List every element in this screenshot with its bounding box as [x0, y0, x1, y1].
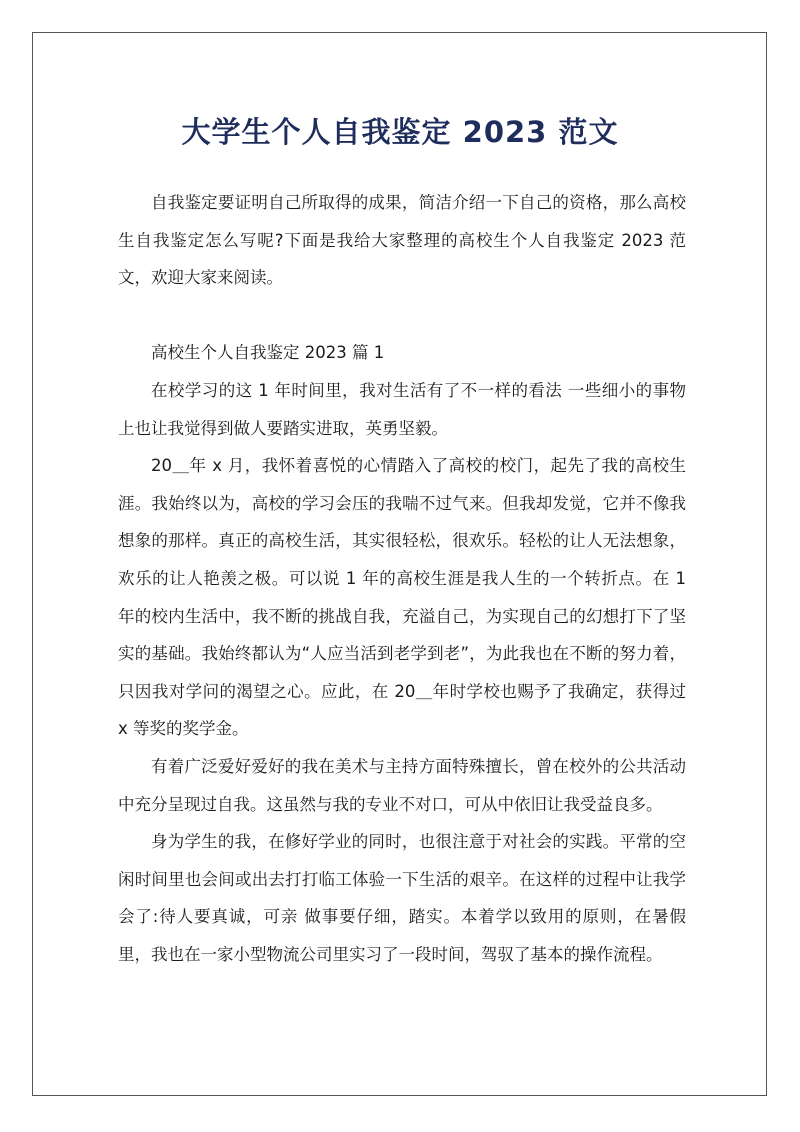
body-paragraph-3: 有着广泛爱好爱好的我在美术与主持方面特殊擅长，曾在校外的公共活动中充分呈现过自我。这虽然与我的专业不对口，可从中依旧让我受益良多。 [118, 756, 686, 814]
section-heading: 高校生个人自我鉴定 2023 篇 1 [151, 343, 385, 363]
document-body [118, 184, 686, 973]
body-paragraph-1: 在校学习的这 1 年时间里，我对生活有了不一样的看法 一些细小的事物上也让我觉得到做人要踏实进取，英勇坚毅。 [118, 380, 686, 438]
body-paragraph-2: 20＿年 x 月，我怀着喜悦的心情踏入了高校的校门，起先了我的高校生涯。我始终以为，高校的学习会压的我喘不过气来。但我却发觉，它并不像我想象的那样。真正的高校生活，其实很轻松，很欢乐。轻松的让人无法想象，欢乐的让人艳羡之极。可以说 1 年的高校生涯是我人生的一个转折点。在 1 年的校内生活中，我不断的挑战自我，充溢自己，为实现自己的幻想打下了坚实的基础。我始终都认为“人应当活到老学到老”，为此我也在不断的努力着，只因我对学问的渴望之心。应此，在 20＿年时学校也赐予了我确定，获得过 x 等奖的奖学金。 [118, 456, 686, 739]
body-paragraph-4: 身为学生的我，在修好学业的同时，也很注意于对社会的实践。平常的空闲时间里也会间或出去打打临工体验一下生活的艰辛。在这样的过程中让我学会了:待人要真诚，可亲 做事要仔细，踏实。本着学以致用的原则，在暑假里，我也在一家小型物流公司里实习了一段时间，驾驭了基本的操作流程。 [118, 832, 686, 964]
intro-paragraph: 自我鉴定要证明自己所取得的成果，简洁介绍一下自己的资格，那么高校生自我鉴定怎么写呢?下面是我给大家整理的高校生个人自我鉴定 2023 范文，欢迎大家来阅读。 [118, 193, 686, 288]
document-title: 大学生个人自我鉴定 2023 范文 [181, 115, 619, 149]
